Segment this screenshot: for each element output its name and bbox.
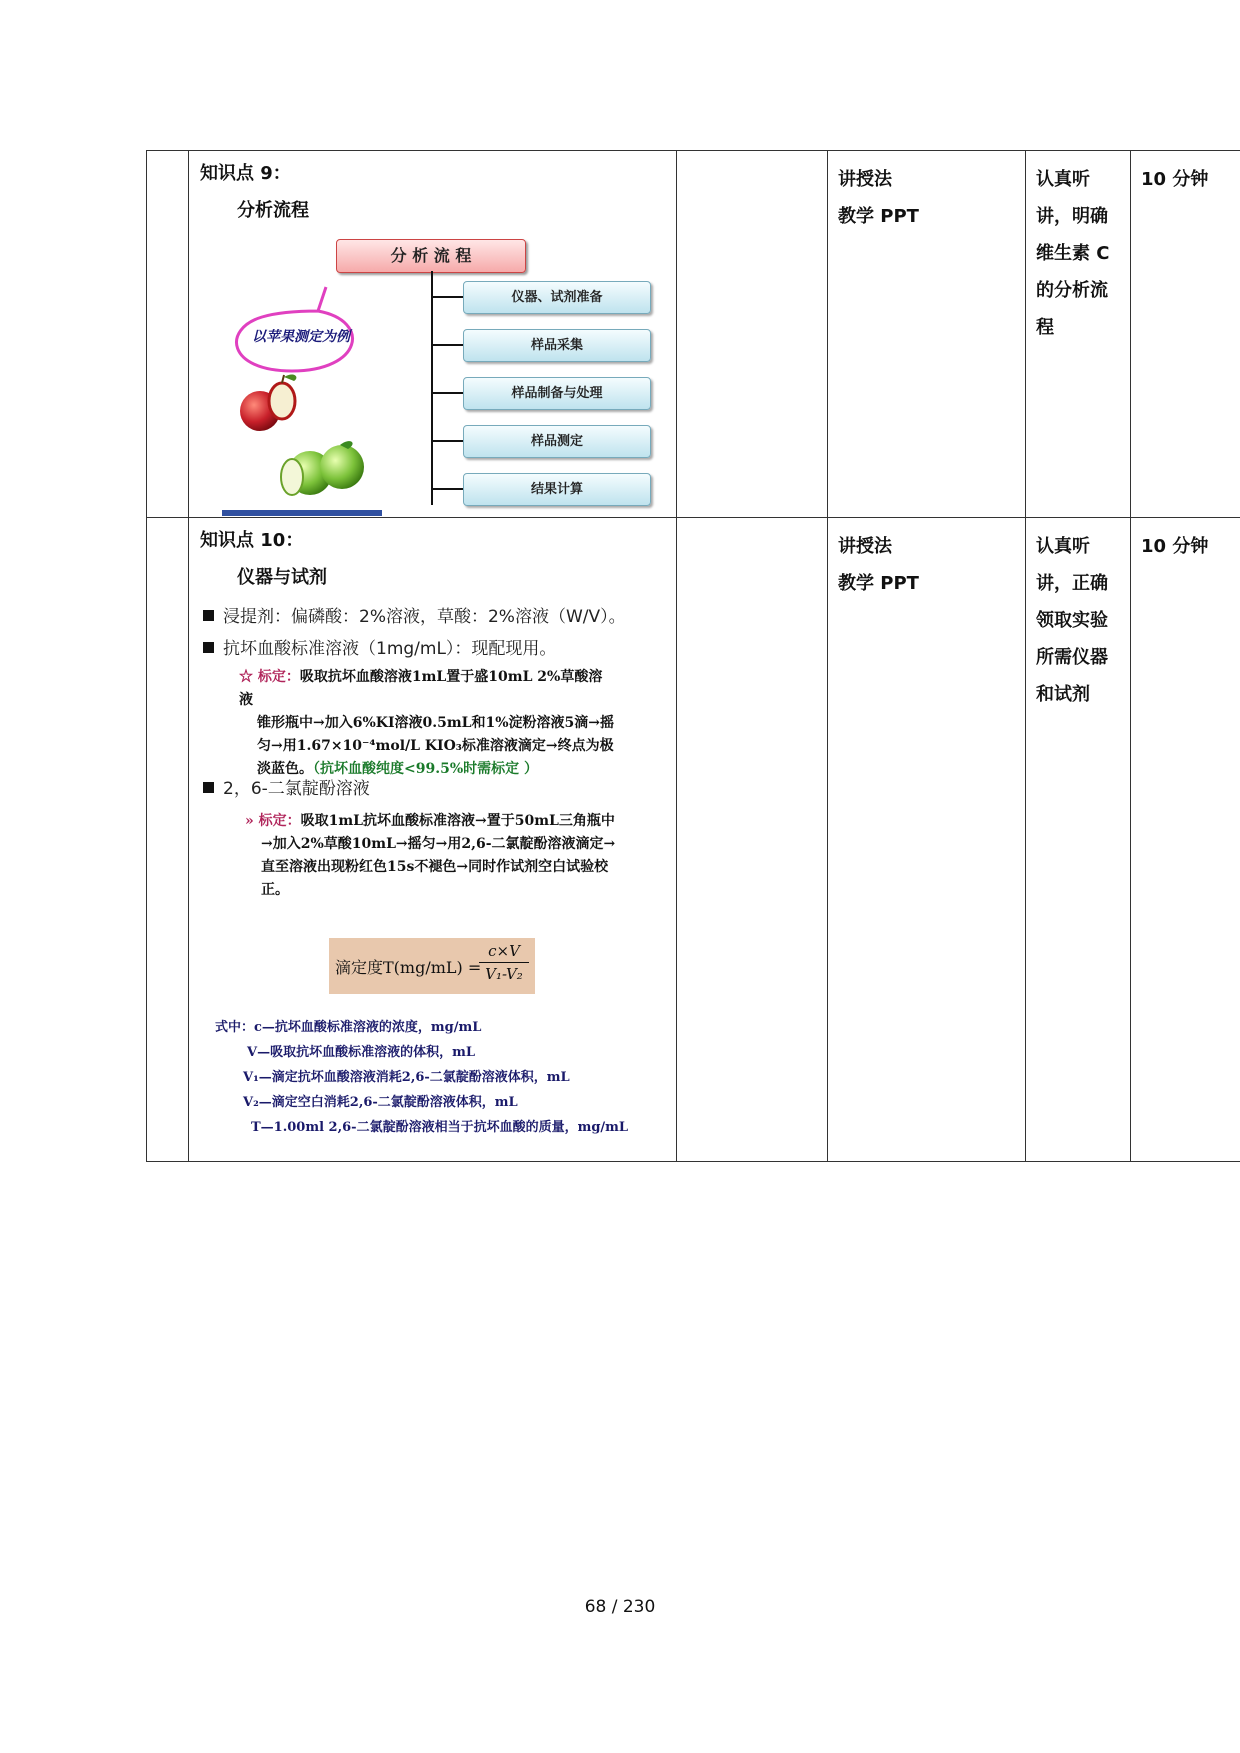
blank-cell — [677, 518, 828, 1162]
flow-step: 样品制备与处理 — [463, 377, 651, 410]
bullet-item: 抗坏血酸标准溶液（1mg/mL）：现配现用。 — [203, 634, 556, 659]
activity-line: 领取实验 — [1036, 610, 1108, 632]
activity-line: 和试剂 — [1036, 684, 1090, 706]
flow-connector — [431, 344, 463, 346]
formula-definitions: 式中：c—抗坏血酸标准溶液的浓度，mg/mL V—吸取抗坏血酸标准溶液的体积，mL V₁—滴定抗坏血酸溶液消耗2,6-二氯靛酚溶液体积，mL V₂—滴定空白消耗2,6-二氯靛酚溶液体积，mL T—1.00ml 2,6-二氯靛酚溶液相当于抗坏血酸的质量，mg/mL — [215, 1020, 629, 1136]
time-value: 10 分钟 — [1141, 536, 1209, 558]
method-cell — [828, 518, 1026, 1162]
calibration-note: ☆ 标定：吸取抗坏血酸溶液1mL置于盛10mL 2%草酸溶液 锥形瓶中→加入6%KI溶液0.5mL和1%淀粉溶液5滴→摇 匀→用1.67×10⁻⁴mol/L KIO₃标准溶液滴定→终点为极 淡蓝色。（抗坏血酸纯度<99.5%时需标定 ） — [239, 669, 615, 778]
activity-line: 讲，正确 — [1036, 573, 1108, 595]
activity-line: 程 — [1036, 317, 1054, 338]
activity-line: 认真听 — [1036, 169, 1090, 190]
bubble-caption: 以苹果测定为例 — [252, 329, 350, 345]
activity-line: 讲，明确 — [1036, 206, 1108, 227]
flow-step: 仪器、试剂准备 — [463, 281, 651, 314]
flow-step: 样品采集 — [463, 329, 651, 362]
flow-step: 结果计算 — [463, 473, 651, 506]
time-cell — [1131, 518, 1240, 1162]
calibration-note: » 标定：吸取1mL抗坏血酸标准溶液→置于50mL三角瓶中 →加入2%草酸10mL→摇匀→用2,6-二氯靛酚溶液滴定→ 直至溶液出现粉红色15s不褪色→同时作试剂空白试验校 正。 — [245, 813, 616, 899]
blank-cell — [677, 151, 828, 518]
flow-connector — [431, 392, 463, 394]
kp-subtitle: 分析流程 — [237, 200, 309, 221]
table-row — [147, 151, 1240, 518]
activity-cell — [1026, 151, 1131, 518]
blank-cell — [147, 518, 189, 1162]
content-cell-kp10 — [189, 518, 677, 1162]
method-item: 讲授法 — [838, 536, 892, 558]
activity-line: 所需仪器 — [1036, 647, 1108, 669]
bullet-item: 浸提剂：偏磷酸：2%溶液，草酸：2%溶液（W/V）。 — [203, 602, 626, 627]
table-row — [147, 518, 1240, 1162]
flow-connector — [431, 296, 463, 298]
flow-diagram — [222, 231, 662, 516]
activity-line: 认真听 — [1036, 536, 1090, 558]
flow-connector — [431, 488, 463, 490]
activity-line: 的分析流 — [1036, 280, 1108, 301]
apples-icon — [222, 361, 382, 511]
page-number: 68 / 230 — [584, 1597, 656, 1617]
lesson-table — [146, 150, 1240, 1162]
titer-formula: 滴定度T(mg/mL) = $\frac{c\times V}{\text{V₁-V₂}}$ — [329, 938, 535, 994]
method-item: 讲授法 — [838, 169, 892, 190]
time-value: 10 分钟 — [1141, 169, 1209, 190]
flow-connector — [431, 271, 433, 505]
time-cell — [1131, 151, 1240, 518]
activity-line: 维生素 C — [1036, 243, 1110, 264]
method-cell — [828, 151, 1026, 518]
flow-connector — [431, 440, 463, 442]
flow-root: 分 析 流 程 — [336, 239, 526, 273]
bullet-item: 2，6-二氯靛酚溶液 — [203, 774, 370, 799]
kp-subtitle: 仪器与试剂 — [237, 567, 327, 589]
flow-step: 样品测定 — [463, 425, 651, 458]
kp-title: 知识点 9： — [200, 163, 291, 184]
method-item: 教学 PPT — [838, 573, 919, 595]
slide-footer-bar — [222, 510, 382, 516]
activity-cell — [1026, 518, 1131, 1162]
blank-cell — [147, 151, 189, 518]
content-cell-kp9 — [189, 151, 677, 518]
method-item: 教学 PPT — [838, 206, 919, 227]
kp-title: 知识点 10： — [200, 530, 304, 552]
